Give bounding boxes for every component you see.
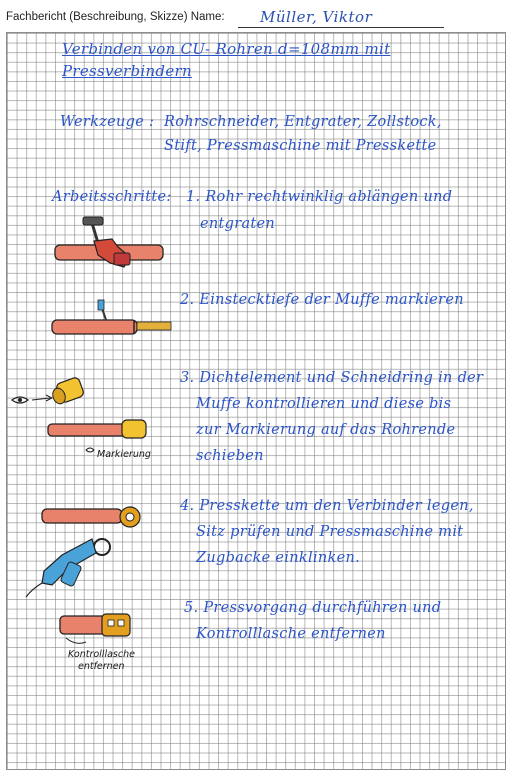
- step-5-line-1: 5. Pressvorgang durchführen und: [184, 600, 442, 616]
- worksheet-header: [6, 8, 506, 28]
- step-3-line-3: zur Markierung auf das Rohrende: [196, 422, 456, 438]
- steps-label: Arbeitsschritte:: [52, 189, 172, 205]
- student-name: Müller, Viktor: [260, 8, 373, 26]
- press-machine-sketch: [22, 505, 152, 600]
- step-2-line-1: 2. Einstecktiefe der Muffe markieren: [180, 292, 464, 308]
- step-4-line-1: 4. Presskette um den Verbinder legen,: [180, 498, 474, 514]
- step-3-line-1: 3. Dichtelement und Schneidring in der: [180, 370, 484, 386]
- tools-line-2: Stift, Pressmaschine mit Presskette: [164, 138, 437, 154]
- step-3-line-2: Muffe kontrollieren und diese bis: [196, 396, 452, 412]
- step-4-line-3: Zugbacke einklinken.: [196, 550, 360, 566]
- markierung-label: Markierung: [97, 449, 151, 460]
- tools-line-1: Rohrschneider, Entgrater, Zollstock,: [164, 114, 442, 130]
- step-5-line-2: Kontrolllasche entfernen: [196, 626, 386, 642]
- entfernen-label: entfernen: [78, 661, 125, 672]
- control-tab-sketch: [56, 608, 146, 653]
- step-3-line-4: schieben: [196, 448, 264, 464]
- kontrolllasche-label: Kontrolllasche: [68, 649, 135, 660]
- title-line-2: Pressverbindern: [62, 62, 192, 80]
- pipe-cutter-sketch: [50, 205, 170, 270]
- name-line: [238, 8, 444, 28]
- tools-label: Werkzeuge :: [60, 114, 155, 130]
- pipe-marking-sketch: [50, 300, 180, 340]
- title-line-1: Verbinden von CU- Rohren d=108mm mit: [62, 40, 391, 58]
- header-label: Fachbericht (Beschreibung, Skizze) Name:: [6, 11, 225, 23]
- step-1-line-2: entgraten: [200, 216, 276, 232]
- step-1-line-1: 1. Rohr rechtwinklig ablängen und: [186, 189, 453, 205]
- step-4-line-2: Sitz prüfen und Pressmaschine mit: [196, 524, 464, 540]
